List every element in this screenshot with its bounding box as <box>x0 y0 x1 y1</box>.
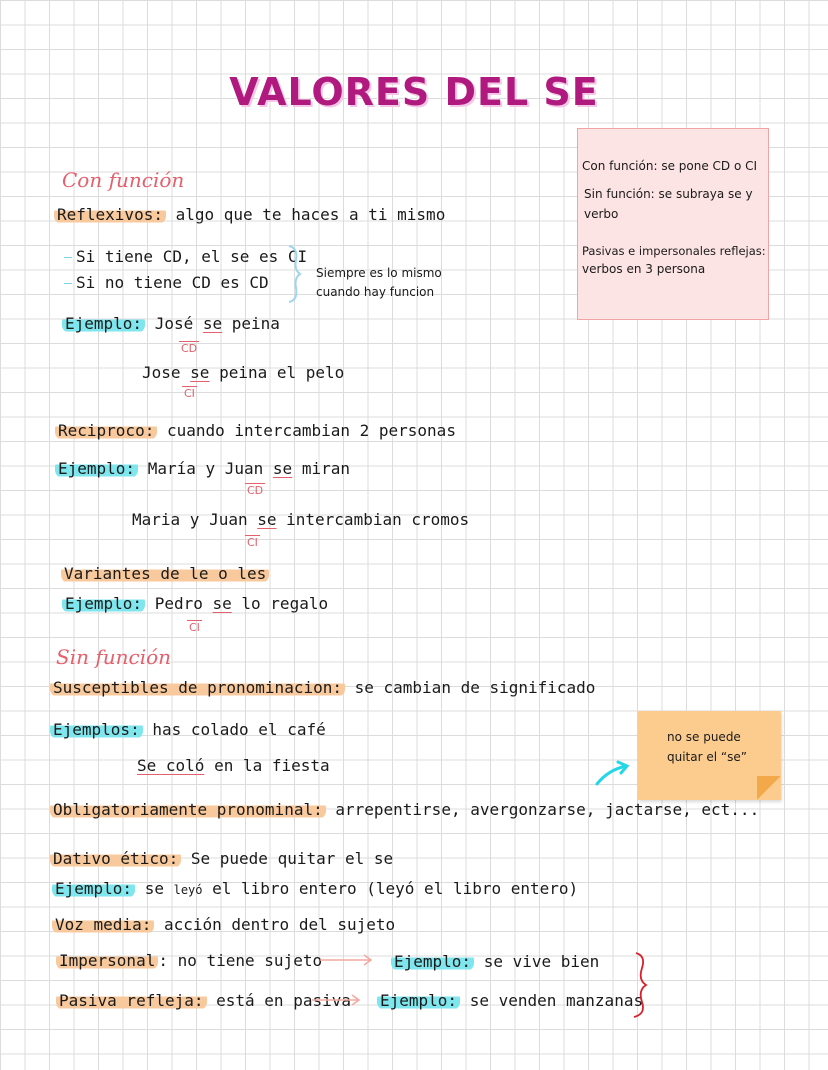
function-mark: CD <box>181 342 198 355</box>
underlined-verb: Se coló <box>137 756 205 775</box>
arrow-right-icon <box>310 992 362 1008</box>
brace-icon <box>286 244 304 304</box>
se-word: se <box>212 594 232 613</box>
ejemplo-line <box>142 363 344 382</box>
ejemplo-line <box>137 756 330 775</box>
rule-line <box>64 273 269 292</box>
rule-text: Si tiene CD, el se es CI <box>76 247 308 266</box>
info-box-line: Sin función: se subraya se y <box>584 187 753 201</box>
voz-media-line <box>52 915 395 934</box>
info-box-line: Con función: se pone CD o CI <box>582 159 758 173</box>
ejemplo-label: Ejemplo: <box>62 594 145 613</box>
obligatorio-line <box>50 800 759 819</box>
rule-text: Si no tiene CD es CD <box>76 273 269 292</box>
voz-media-text: acción dentro del sujeto <box>154 915 396 934</box>
variantes-line <box>61 564 269 583</box>
ejemplo-label: Ejemplo: <box>391 952 474 971</box>
ejemplo-line <box>377 991 643 1010</box>
ejemplo-text: Pedro <box>145 594 213 613</box>
reciproco-line <box>55 421 456 440</box>
info-box <box>577 128 769 320</box>
ejemplo-text: se venden manzanas <box>460 991 644 1010</box>
dativo-text: Se puede quitar el se <box>181 849 394 868</box>
ejemplo-line <box>52 879 578 898</box>
susceptibles-text: se cambian de significado <box>344 678 596 697</box>
ejemplos-text: has colado el café <box>142 720 326 739</box>
dativo-label: Dativo ético: <box>50 849 181 868</box>
se-word: se <box>202 314 223 333</box>
ejemplo-label: Ejemplo: <box>55 459 138 478</box>
section-heading-sin-funcion: Sin función <box>56 645 172 669</box>
ejemplo-text: peina el pelo <box>209 363 345 382</box>
voz-media-label: Voz media: <box>52 915 154 934</box>
reciproco-label: Reciproco: <box>55 421 157 440</box>
ejemplo-text: peina <box>222 314 280 333</box>
reflexivos-line <box>54 205 445 224</box>
ejemplo-text: José <box>145 314 203 333</box>
side-note-line: Siempre es lo mismo <box>316 266 442 280</box>
ejemplo-label: Ejemplo: <box>377 991 460 1010</box>
ejemplo-text: el libro entero (leyó el libro entero) <box>202 879 579 898</box>
ejemplos-label: Ejemplos: <box>50 720 143 739</box>
ejemplo-line <box>62 314 280 333</box>
ejemplo-line <box>55 459 350 478</box>
ejemplo-text: miran <box>292 459 350 478</box>
dativo-line <box>50 849 393 868</box>
se-word: se <box>257 510 277 529</box>
ejemplo-text: Jose <box>142 363 191 382</box>
sticky-note-line: quitar el “se” <box>667 750 747 764</box>
impersonal-text: : no tiene sujeto <box>158 951 323 970</box>
ejemplo-text: María y Juan <box>138 459 273 478</box>
reciproco-text: cuando intercambian 2 personas <box>157 421 456 440</box>
se-word: se <box>190 363 210 382</box>
ejemplos-line <box>50 720 326 739</box>
side-note-line: cuando hay funcion <box>316 285 435 299</box>
obligatorio-label: Obligatoriamente pronominal: <box>50 800 326 819</box>
impersonal-label: Impersonal <box>56 951 158 970</box>
pasiva-line <box>56 991 351 1010</box>
se-word: se <box>272 459 293 478</box>
pasiva-text: está en pasiva <box>206 991 351 1010</box>
ejemplo-line <box>62 594 328 613</box>
ejemplo-text: se <box>135 879 174 898</box>
ejemplo-text: Maria y Juan <box>132 510 258 529</box>
ejemplo-label: Ejemplo: <box>52 879 135 898</box>
ejemplo-line <box>132 510 469 529</box>
info-box-line: verbos en 3 persona <box>582 262 706 276</box>
ejemplo-text: lo regalo <box>231 594 329 613</box>
function-mark: CI <box>189 621 200 634</box>
arrow-icon <box>594 760 634 788</box>
sticky-note-line: no se puede <box>667 730 741 744</box>
info-box-line: Pasivas e impersonales reflejas: <box>582 244 766 258</box>
ejemplo-text: en la fiesta <box>204 756 330 775</box>
arrow-right-icon <box>318 952 374 968</box>
small-verb: leyó <box>173 883 203 897</box>
reflexivos-text: algo que te haces a ti mismo <box>165 205 446 224</box>
impersonal-line <box>56 951 322 970</box>
brace-icon <box>630 950 652 1020</box>
ejemplo-line <box>391 952 599 971</box>
ejemplo-text: se vive bien <box>474 952 600 971</box>
pasiva-label: Pasiva refleja: <box>56 991 207 1010</box>
susceptibles-label: Susceptibles de pronominacion: <box>50 678 345 697</box>
susceptibles-line <box>50 678 595 697</box>
section-heading-con-funcion: Con función <box>62 168 185 192</box>
page-title: VALORES DEL SE <box>229 70 599 114</box>
function-mark: CD <box>247 484 264 497</box>
function-mark: CI <box>184 387 195 400</box>
ejemplo-text: intercambian cromos <box>276 510 470 529</box>
rule-line <box>64 247 307 266</box>
obligatorio-text: arrepentirse, avergonzarse, jactarse, ect... <box>325 800 760 819</box>
ejemplo-label: Ejemplo: <box>62 314 145 333</box>
info-box-line: verbo <box>584 207 619 221</box>
function-mark: CI <box>247 536 258 549</box>
variantes-label: Variantes de le o les <box>61 564 269 583</box>
reflexivos-label: Reflexivos: <box>54 205 166 224</box>
